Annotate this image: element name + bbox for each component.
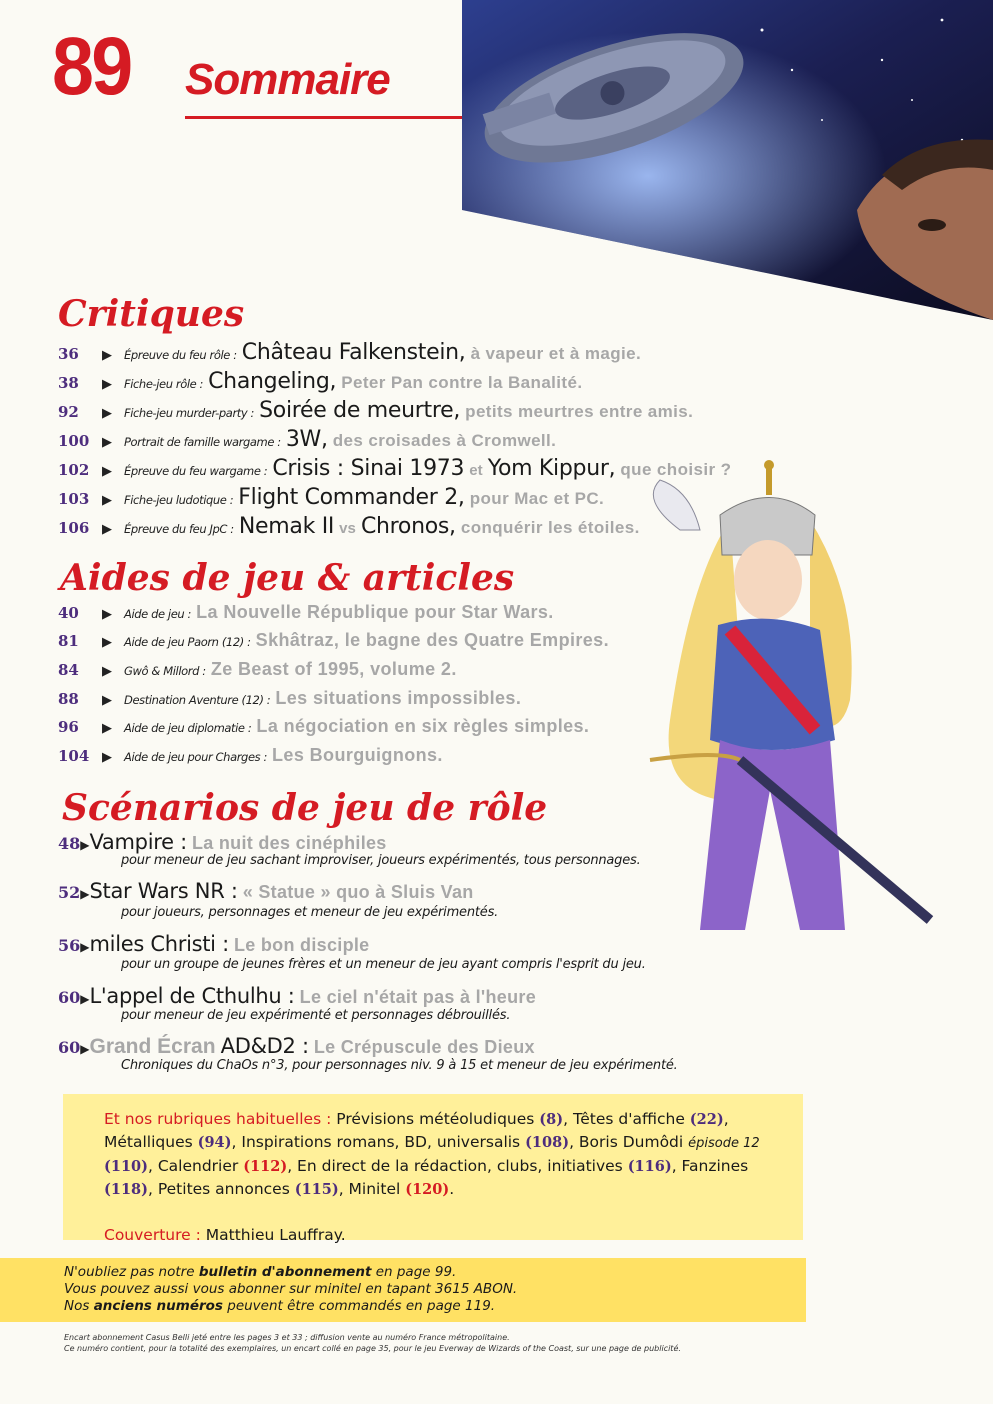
toc-row[interactable]: [58, 716, 589, 745]
item-subtitle: Les situations impossibles.: [275, 688, 522, 708]
arrow-icon: ▶: [102, 693, 112, 708]
item-game: Château Falkenstein,: [241, 340, 466, 365]
rubrique-page: (112): [243, 1158, 288, 1175]
scenario-description: pour meneur de jeu expérimenté et personnages débrouillés.: [121, 1008, 511, 1023]
issue-number: 89: [52, 21, 131, 112]
scenario-title: Le Crépuscule des Dieux: [313, 1037, 535, 1057]
rubrique-item: , Métalliques: [104, 1110, 729, 1151]
subscription-line: peuvent être commandés en page 119.: [222, 1298, 496, 1314]
item-kind: Portrait de famille wargame :: [124, 435, 281, 449]
toc-row[interactable]: [58, 745, 443, 774]
item-kind: Fiche-jeu ludotique :: [124, 493, 234, 507]
page-number: 81: [58, 632, 79, 650]
couverture-value: Matthieu Lauffray.: [205, 1226, 346, 1244]
arrow-icon: ▶: [102, 635, 112, 650]
toc-row[interactable]: [58, 630, 609, 659]
arrow-icon: ▶: [102, 664, 112, 679]
item-kind: Aide de jeu :: [124, 607, 192, 621]
page-number: 40: [58, 604, 79, 622]
rubrique-page: (108): [525, 1134, 570, 1151]
item-game: Crisis : Sinai 1973: [272, 456, 465, 481]
scenario-game: AD&D2 :: [220, 1034, 309, 1058]
subscription-text: [64, 1264, 517, 1315]
rubrique-page: (94): [197, 1134, 232, 1151]
item-kind: Aide de jeu diplomatie :: [124, 721, 252, 735]
rubriques-label: Et nos rubriques habituelles :: [104, 1110, 332, 1128]
page-number: 60: [58, 1038, 81, 1057]
subscription-line: N'oubliez pas notre: [64, 1264, 199, 1280]
toc-row[interactable]: [58, 659, 457, 688]
arrow-icon: ▶: [102, 406, 112, 421]
page-number: 104: [58, 747, 90, 765]
arrow-icon: ▶: [102, 522, 112, 537]
toc-row[interactable]: [58, 485, 604, 514]
item-game: Nemak II: [238, 514, 335, 539]
toc-row[interactable]: [58, 602, 554, 631]
rubrique-item: , Têtes d'affiche: [563, 1110, 690, 1128]
rubriques-text: [104, 1108, 794, 1247]
scenario-game: miles Christi :: [89, 932, 229, 956]
section-title-scenarios: Scénarios de jeu de rôle: [62, 787, 548, 829]
item-kind: Épreuve du feu JpC :: [124, 522, 234, 536]
scenario-description: pour un groupe de jeunes frères et un meneur de jeu ayant compris l'esprit du jeu.: [121, 957, 646, 972]
arrow-icon: ▶: [80, 940, 90, 954]
page-number: 102: [58, 461, 90, 479]
scenario-game: L'appel de Cthulhu :: [89, 984, 295, 1008]
scenario-row[interactable]: [58, 932, 370, 956]
toc-row[interactable]: [58, 340, 641, 369]
item-kind: Fiche-jeu rôle :: [124, 377, 204, 391]
item-subtitle: La Nouvelle République pour Star Wars.: [196, 602, 554, 622]
toc-row[interactable]: [58, 427, 556, 456]
item-kind: Fiche-jeu murder-party :: [124, 406, 255, 420]
item-kind: Aide de jeu Paorn (12) :: [124, 635, 251, 649]
title-rule: [185, 116, 475, 119]
item-subtitle: Skhâtraz, le bagne des Quatre Empires.: [255, 630, 609, 650]
arrow-icon: ▶: [102, 493, 112, 508]
item-game: Soirée de meurtre,: [259, 398, 461, 423]
item-game: Flight Commander 2,: [238, 485, 465, 510]
page-number: 96: [58, 718, 79, 736]
arrow-icon: ▶: [80, 887, 90, 901]
toc-row[interactable]: [58, 514, 640, 543]
rubrique-page: (118): [104, 1181, 148, 1198]
scenario-row[interactable]: [58, 1034, 535, 1059]
page-number: 56: [58, 936, 81, 955]
rubrique-page: (22): [689, 1111, 724, 1128]
rubrique-episode: épisode 12: [688, 1136, 760, 1151]
page-number: 103: [58, 490, 90, 508]
item-subtitle: petits meurtres entre amis.: [465, 402, 694, 421]
rubrique-item: , Minitel: [338, 1180, 406, 1198]
item-game: 3W,: [285, 427, 328, 452]
scenario-description: pour joueurs, personnages et meneur de jeu expérimentés.: [121, 905, 499, 920]
arrow-icon: ▶: [102, 464, 112, 479]
scenario-title: Le bon disciple: [233, 935, 370, 955]
toc-row[interactable]: [58, 398, 693, 427]
item-kind: Épreuve du feu rôle :: [124, 348, 237, 362]
scenario-title: « Statue » quo à Sluis Van: [242, 882, 474, 902]
arrow-icon: ▶: [102, 377, 112, 392]
item-kind: Destination Aventure (12) :: [124, 693, 271, 707]
subscription-link-bulletin[interactable]: bulletin d'abonnement: [198, 1264, 372, 1280]
item-subtitle: à vapeur et à magie.: [470, 344, 642, 363]
item-subtitle: que choisir ?: [620, 460, 732, 479]
rubrique-page: (116): [627, 1158, 672, 1175]
item-subtitle: Les Bourguignons.: [272, 745, 443, 765]
arrow-icon: ▶: [102, 721, 112, 736]
fine-print: [64, 1332, 681, 1354]
fine-print-line: Encart abonnement Casus Belli jeté entre les pages 3 et 33 ; diffusion vente au numéro France métropolitaine.: [64, 1333, 510, 1342]
subscription-line: Vous pouvez aussi vous abonner sur minitel en tapant 3615 ABON.: [64, 1281, 518, 1297]
item-game-2: Yom Kippur,: [487, 456, 616, 481]
rubrique-item: , Boris Dumôdi: [569, 1133, 689, 1151]
page-number: 106: [58, 519, 90, 537]
arrow-icon: ▶: [102, 607, 112, 622]
rubrique-item: , En direct de la rédaction, clubs, initiatives: [287, 1157, 628, 1175]
arrow-icon: ▶: [102, 435, 112, 450]
page-number: 48: [58, 834, 81, 853]
page-number: 100: [58, 432, 90, 450]
scenario-game: Vampire :: [89, 830, 187, 854]
rubrique-item: , Petites annonces: [148, 1180, 295, 1198]
couverture-label: Couverture :: [104, 1226, 201, 1244]
rubrique-item: .: [449, 1180, 455, 1198]
rubrique-item: Prévisions météoludiques: [336, 1110, 540, 1128]
scenario-title: Le ciel n'était pas à l'heure: [299, 987, 537, 1007]
section-title-aides: Aides de jeu & articles: [60, 557, 515, 599]
item-game-2: Chronos,: [360, 514, 456, 539]
rubrique-page: (120): [405, 1181, 450, 1198]
arrow-icon: ▶: [102, 750, 112, 765]
item-kind: Gwô & Millord :: [124, 664, 206, 678]
toc-row[interactable]: [58, 688, 521, 717]
page-number: 88: [58, 690, 79, 708]
rubrique-item: , Fanzines: [671, 1157, 749, 1175]
page-number: 92: [58, 403, 79, 421]
toc-row[interactable]: [58, 369, 582, 398]
item-kind: Aide de jeu pour Charges :: [124, 750, 267, 764]
arrow-icon: ▶: [102, 348, 112, 363]
item-subtitle: La négociation en six règles simples.: [256, 716, 590, 736]
section-title-critiques: Critiques: [58, 293, 245, 335]
item-game: Changeling,: [208, 369, 337, 394]
item-connector: vs: [339, 520, 356, 537]
item-subtitle: des croisades à Cromwell.: [332, 431, 557, 450]
page-number: 84: [58, 661, 79, 679]
page-title: Sommaire: [185, 55, 390, 104]
item-subtitle: Ze Beast of 1995, volume 2.: [210, 659, 457, 679]
item-kind: Épreuve du feu wargame :: [124, 464, 268, 478]
toc-row[interactable]: [58, 456, 731, 485]
heroine-illustration: [600, 460, 970, 980]
fine-print-line: Ce numéro contient, pour la totalité des exemplaires, un encart collé en page 35, pour le jeu Everway de Wizards of the Coast, sur une page de publicité.: [64, 1344, 681, 1353]
arrow-icon: ▶: [80, 1042, 90, 1056]
rubrique-page: (110): [104, 1158, 148, 1175]
scenario-row[interactable]: [58, 879, 474, 903]
page-number: 36: [58, 345, 79, 363]
page-number: 52: [58, 883, 81, 902]
item-subtitle: pour Mac et PC.: [469, 489, 605, 508]
subscription-link-anciens[interactable]: anciens numéros: [93, 1298, 223, 1314]
scenario-row[interactable]: [58, 984, 536, 1008]
scenario-title: La nuit des cinéphiles: [191, 833, 387, 853]
rubrique-page: (115): [294, 1181, 339, 1198]
arrow-icon: ▶: [80, 838, 90, 852]
scenario-description: pour meneur de jeu sachant improviser, joueurs expérimentés, tous personnages.: [121, 853, 641, 868]
scenario-game: Star Wars NR :: [89, 879, 238, 903]
item-connector: et: [469, 462, 483, 479]
scenario-game-prefix: Grand Écran: [89, 1035, 216, 1058]
page-number: 38: [58, 374, 79, 392]
item-subtitle: conquérir les étoiles.: [460, 518, 640, 537]
rubrique-item: , Calendrier: [148, 1157, 244, 1175]
subscription-line: en page 99.: [371, 1264, 457, 1280]
item-subtitle: Peter Pan contre la Banalité.: [341, 373, 583, 392]
scenario-description: Chroniques du ChaOs n°3, pour personnages niv. 9 à 15 et meneur de jeu expérimenté.: [121, 1058, 678, 1073]
subscription-line: Nos: [64, 1298, 94, 1314]
arrow-icon: ▶: [80, 992, 90, 1006]
page-number: 60: [58, 988, 81, 1007]
rubrique-page: (8): [539, 1111, 564, 1128]
rubrique-item: , Inspirations romans, BD, universalis: [231, 1133, 526, 1151]
scenario-row[interactable]: [58, 830, 387, 854]
cover-illustration: [462, 0, 993, 320]
